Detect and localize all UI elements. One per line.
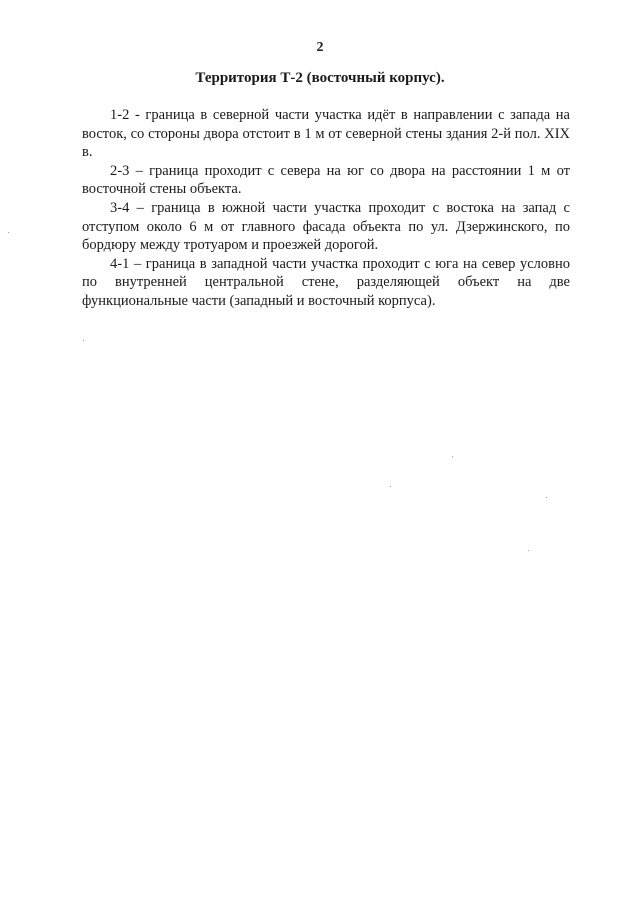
scan-speck — [8, 232, 9, 233]
paragraph-1-2: 1-2 - граница в северной части участка идёт в направлении с запада на восток, со стороны двора отстоит в 1 м от северной стены здания 2-й пол. XIX в. — [82, 107, 570, 161]
page-number: 2 — [316, 40, 324, 55]
paragraph-3-4: 3-4 – граница в южной части участка проходит с востока на запад с отступом около 6 м от главного фасада объекта по ул. Дзержинского, по бордюру между тротуаром и проезжей дорогой. — [82, 199, 570, 254]
document-body — [82, 106, 570, 311]
paragraph-4-1: 4-1 – граница в западной части участка проходит с юга на север условно по внутренней центральной стене, разделяющей объект на две функциональные части (западный и восточный корпуса). — [82, 255, 570, 309]
document-title: Территория Т-2 (восточный корпус). — [195, 70, 445, 86]
scan-speck — [452, 456, 453, 457]
scan-speck — [546, 497, 547, 498]
paragraph-2-3: 2-3 – граница проходит с севера на юг со двора на расстоянии 1 м от восточной стены объекта. — [82, 162, 570, 198]
scan-speck — [390, 486, 391, 487]
scan-speck — [528, 550, 529, 551]
scan-speck — [83, 340, 84, 341]
